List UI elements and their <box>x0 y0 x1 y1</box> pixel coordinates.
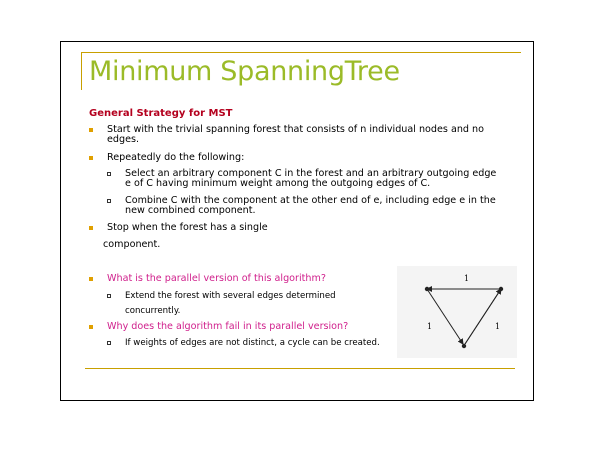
sub-bullet-square-icon <box>107 172 111 176</box>
answer-text: If weights of edges are not distinct, a cycle can be created. <box>125 338 380 348</box>
answer-text: concurrently. <box>125 306 181 316</box>
bullet-square-icon <box>89 277 93 281</box>
bullet-text: Repeatedly do the following: <box>107 152 245 163</box>
slide-title: Minimum SpanningTree <box>89 56 400 87</box>
bullet-text: new combined component. <box>125 205 256 216</box>
title-accent-horizontal <box>81 52 521 53</box>
section-heading: General Strategy for MST <box>89 108 233 119</box>
sub-bullet-square-icon <box>107 199 111 203</box>
bullet-text: component. <box>103 239 161 250</box>
graph-node-right <box>499 287 503 291</box>
bullet-text: Stop when the forest has a single <box>107 222 268 233</box>
bullet-text: Select an arbitrary component C in the forest and an arbitrary outgoing edge <box>125 168 497 179</box>
bullet-text: Start with the trivial spanning forest that consists of n individual nodes and no <box>107 124 484 135</box>
triangle-graph-diagram <box>397 266 517 358</box>
bullet-square-icon <box>89 128 93 132</box>
bullet-continuation <box>103 240 160 251</box>
graph-edge-left <box>427 289 463 344</box>
answer-text: Extend the forest with several edges determined <box>125 291 336 301</box>
graph-top-weight: 1 <box>464 274 470 283</box>
graph-left-weight: 1 <box>427 322 433 331</box>
graph-edge-right-arrow <box>465 289 501 344</box>
bullet-text: e of C having minimum weight among the outgoing edges of C. <box>125 178 431 189</box>
graph-right-weight: 1 <box>495 322 501 331</box>
graph-node-left <box>425 287 429 291</box>
sub-bullet-square-icon <box>107 341 111 345</box>
graph-node-bottom <box>462 344 466 348</box>
title-accent-vertical <box>81 52 82 90</box>
question-text: What is the parallel version of this algorithm? <box>107 273 326 284</box>
bottom-rule <box>85 368 515 369</box>
question-text: Why does the algorithm fail in its parallel version? <box>107 321 349 332</box>
slide <box>60 41 534 401</box>
bullet-text: Combine C with the component at the other end of e, including edge e in the <box>125 195 496 206</box>
bullet-text: edges. <box>107 134 140 145</box>
bullet-square-icon <box>89 156 93 160</box>
bullet-square-icon <box>89 226 93 230</box>
bullet-square-icon <box>89 325 93 329</box>
sub-bullet-square-icon <box>107 294 111 298</box>
